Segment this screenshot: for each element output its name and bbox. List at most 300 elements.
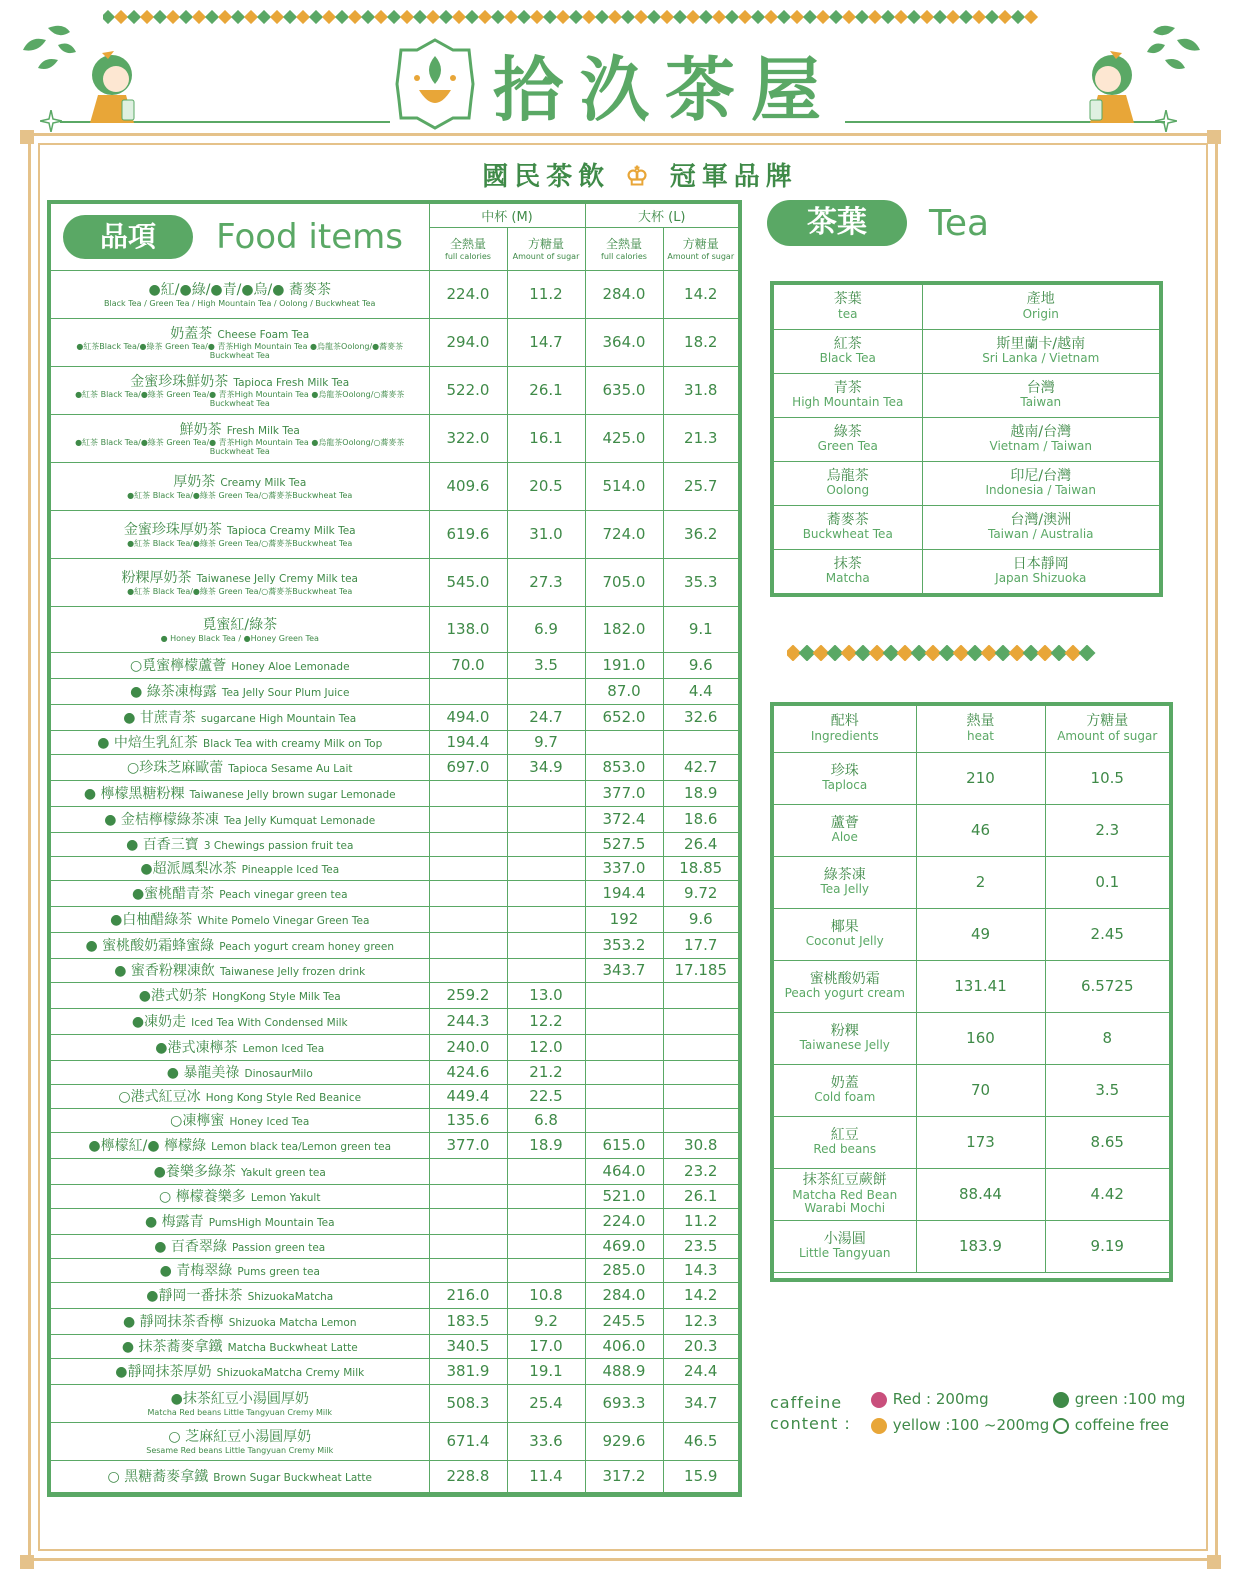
table-row (51, 1258, 738, 1282)
ingredient-zh: 抹茶紅豆蕨餅 (802, 1172, 887, 1189)
item-zh: ●蜜桃醋青茶 (131, 885, 215, 902)
value-m-sugar (507, 1234, 585, 1258)
value-m-sugar: 21.2 (507, 1060, 585, 1084)
item-en: 3 Chewings passion fruit tea (203, 839, 354, 852)
sugar-header-m (507, 227, 585, 270)
value-l-cal: 615.0 (585, 1132, 663, 1158)
tea-origin-table (770, 281, 1163, 597)
value-m-cal: 377.0 (429, 1132, 507, 1158)
value-l-sugar: 24.4 (663, 1358, 738, 1384)
table-row (51, 704, 738, 730)
sugar-col-header-en: Amount of sugar (1057, 728, 1158, 743)
value-m-sugar: 16.1 (507, 414, 585, 462)
item-name (51, 932, 429, 958)
ingredient-sugar: 2.45 (1045, 908, 1169, 960)
value-m-cal (429, 1258, 507, 1282)
tea-col-en: tea (838, 306, 858, 321)
item-en: Taiwanese Jelly Cremy Milk tea (196, 573, 358, 586)
ingredients-grid (774, 706, 1169, 1273)
item-zh: ●白柚醋綠茶 (110, 911, 193, 928)
value-m-sugar: 11.4 (507, 1460, 585, 1492)
table-row (51, 1034, 738, 1060)
value-l-cal: 364.0 (585, 318, 663, 366)
leaf-icon-right (1145, 20, 1205, 75)
value-m-cal (429, 1158, 507, 1184)
value-l-cal: 87.0 (585, 678, 663, 704)
leaf-icon-left (18, 20, 78, 75)
heat-col-header-en: heat (966, 728, 995, 743)
value-m-cal: 619.6 (429, 510, 507, 558)
ing-header-row (774, 706, 1169, 752)
ingredient-sugar: 8.65 (1045, 1116, 1169, 1168)
value-m-sugar: 17.0 (507, 1334, 585, 1358)
item-name (51, 1208, 429, 1234)
item-zh: ●港式凍檸茶 (155, 1039, 238, 1056)
value-l-cal: 527.5 (585, 832, 663, 856)
value-l-sugar: 17.7 (663, 932, 738, 958)
mascot-girl-right-icon (1082, 45, 1142, 123)
table-row (51, 1308, 738, 1334)
value-l-sugar: 34.7 (663, 1384, 738, 1422)
tea-name-en: High Mountain Tea (792, 395, 904, 410)
cal-header-m (429, 227, 507, 270)
ingredient-en: Cold foam (814, 1090, 876, 1105)
sugar-col-header-zh: 方糖量 (1086, 713, 1129, 730)
value-l-cal: 337.0 (585, 856, 663, 880)
value-l-cal: 514.0 (585, 462, 663, 510)
value-l-cal (585, 1060, 663, 1084)
item-en: Matcha Buckwheat Latte (227, 1341, 358, 1354)
sugar-header-zh: 方糖量 (527, 237, 564, 252)
value-l-sugar: 23.2 (663, 1158, 738, 1184)
value-m-cal: 138.0 (429, 606, 507, 652)
value-m-sugar: 6.9 (507, 606, 585, 652)
item-name (51, 780, 429, 806)
value-m-sugar (507, 1158, 585, 1184)
item-en: White Pomelo Vinegar Green Tea (197, 914, 370, 927)
item-name (51, 880, 429, 906)
item-zh: ○珍珠芝麻歐蕾 (126, 759, 224, 776)
value-m-sugar (507, 856, 585, 880)
value-l-cal: 929.6 (585, 1422, 663, 1460)
brand-logo-icon (395, 38, 475, 130)
item-zh: ●靜岡抹茶厚奶 (115, 1363, 212, 1380)
tea-col-zh: 茶葉 (833, 291, 862, 308)
ingredient-zh: 綠茶凍 (823, 866, 866, 883)
ingredient-name (774, 1116, 916, 1168)
item-name (51, 510, 429, 558)
item-en: Taiwanese Jelly brown sugar Lemonade (189, 788, 396, 801)
table-row (51, 1358, 738, 1384)
value-l-cal (585, 730, 663, 754)
ingredient-sugar: 4.42 (1045, 1168, 1169, 1220)
value-m-cal (429, 856, 507, 880)
cal-header-en: full calories (445, 252, 491, 262)
cal-header-en: full calories (601, 252, 647, 262)
ingredient-en: Taploca (822, 778, 868, 793)
value-m-sugar: 27.3 (507, 558, 585, 606)
tea-name-en: Black Tea (819, 351, 876, 366)
item-en: Tapioca Sesame Au Lait (228, 762, 353, 775)
free-dot-icon (1053, 1418, 1069, 1434)
table-row (51, 1184, 738, 1208)
value-m-cal: 671.4 (429, 1422, 507, 1460)
value-l-sugar: 14.3 (663, 1258, 738, 1282)
item-sub: ●紅茶 Black Tea/●綠茶 Green Tea/● 青茶High Mountain Tea ●烏龍茶Oolong/○蕎麥茶Buckwheat Tea (75, 390, 405, 409)
item-zh: 奶蓋茶 (170, 325, 213, 342)
table-row (774, 1012, 1169, 1064)
tea-origin (922, 417, 1159, 461)
item-zh: ●抹茶紅豆小湯圓厚奶 (170, 1391, 309, 1408)
item-en: Lemon Yakult (250, 1191, 321, 1204)
size-l-header: 大杯 (L) (585, 204, 738, 227)
item-en: Yakult green tea (240, 1166, 326, 1179)
item-name (51, 806, 429, 832)
value-m-cal: 224.0 (429, 270, 507, 318)
item-name (51, 318, 429, 366)
sugar-col-header (1045, 706, 1169, 752)
value-m-sugar: 3.5 (507, 652, 585, 678)
value-l-sugar (663, 1108, 738, 1132)
value-m-cal: 216.0 (429, 1282, 507, 1308)
item-en: Tea Jelly Sour Plum Juice (221, 686, 350, 699)
value-l-cal (585, 982, 663, 1008)
value-m-cal: 322.0 (429, 414, 507, 462)
tea-origin (922, 505, 1159, 549)
origin-col-zh: 產地 (1026, 291, 1055, 308)
table-row (51, 652, 738, 678)
item-zh: ● 青梅翠綠 (159, 1262, 233, 1279)
ingredient-en: Coconut Jelly (805, 934, 884, 949)
table-row (51, 1060, 738, 1084)
item-zh: 鮮奶茶 (179, 421, 222, 438)
top-diamond-strip (103, 10, 1133, 24)
tea-name (774, 373, 922, 417)
item-zh: 金蜜珍珠厚奶茶 (123, 522, 222, 539)
table-row (774, 373, 1159, 417)
value-m-sugar: 22.5 (507, 1084, 585, 1108)
value-m-cal: 340.5 (429, 1334, 507, 1358)
ingredients-table (770, 702, 1173, 1282)
value-m-sugar (507, 780, 585, 806)
value-m-sugar: 25.4 (507, 1384, 585, 1422)
corner-square (20, 1555, 34, 1569)
value-l-cal: 224.0 (585, 1208, 663, 1234)
caffeine-label-1: caffeine (770, 1393, 843, 1412)
slogan-left: 國民茶飲 (482, 162, 611, 192)
ingredient-sugar: 3.5 (1045, 1064, 1169, 1116)
value-m-sugar (507, 932, 585, 958)
value-l-sugar: 15.9 (663, 1460, 738, 1492)
tea-name-zh: 蕎麥茶 (826, 511, 869, 528)
item-zh: ● 甘蔗青茶 (123, 709, 196, 726)
item-en: ShizuokaMatcha (247, 1290, 334, 1303)
item-name (51, 1158, 429, 1184)
item-en: PumsHigh Mountain Tea (208, 1216, 335, 1229)
brand-header (395, 38, 855, 130)
value-l-sugar: 9.1 (663, 606, 738, 652)
table-row (51, 730, 738, 754)
value-l-sugar: 31.8 (663, 366, 738, 414)
value-m-sugar: 33.6 (507, 1422, 585, 1460)
legend-yellow (870, 1416, 1049, 1434)
tea-origin-zh: 越南/台灣 (1010, 423, 1072, 440)
ingredient-heat: 173 (916, 1116, 1045, 1168)
item-zh: 覓蜜紅/綠茶 (202, 617, 278, 634)
item-en: HongKong Style Milk Tea (212, 990, 341, 1003)
cal-header-l (585, 227, 663, 270)
item-en: Lemon black tea/Lemon green tea (211, 1140, 392, 1153)
table-row (51, 856, 738, 880)
item-name (51, 606, 429, 652)
item-name (51, 1108, 429, 1132)
table-row (774, 505, 1159, 549)
item-sub: ●紅茶Black Tea/●綠茶 Green Tea/● 青茶High Mountain Tea ●烏龍茶Oolong/●蕎麥茶Buckwheat Tea (76, 342, 404, 361)
sugar-header-zh: 方糖量 (682, 237, 719, 252)
tea-origin-en: Indonesia / Taiwan (985, 483, 1096, 498)
ing-col-header-zh: 配料 (830, 713, 859, 730)
item-name (51, 1282, 429, 1308)
tea-title: Tea (929, 202, 990, 244)
table-row (51, 558, 738, 606)
value-l-cal: 372.4 (585, 806, 663, 832)
value-m-cal: 183.5 (429, 1308, 507, 1334)
table-row (51, 1234, 738, 1258)
item-en: Iced Tea With Condensed Milk (191, 1016, 348, 1029)
table-row (774, 549, 1159, 593)
value-l-sugar: 18.2 (663, 318, 738, 366)
item-name (51, 1308, 429, 1334)
ingredient-heat: 88.44 (916, 1168, 1045, 1220)
value-m-cal (429, 678, 507, 704)
table-row (774, 960, 1169, 1012)
value-l-cal: 724.0 (585, 510, 663, 558)
item-en: Hong Kong Style Red Beanice (205, 1091, 362, 1104)
item-sub: ●紅茶 Black Tea/●綠茶 Green Tea/○蕎麥茶Buckwheat Tea (127, 538, 353, 548)
item-zh: 金蜜珍珠鮮奶茶 (130, 373, 229, 390)
table-row (51, 880, 738, 906)
ingredient-heat: 131.41 (916, 960, 1045, 1012)
value-m-sugar: 20.5 (507, 462, 585, 510)
item-en: Cheese Foam Tea (217, 328, 310, 341)
ingredient-name (774, 960, 916, 1012)
ingredient-en: Matcha Red Bean Warabi Mochi (792, 1187, 898, 1215)
value-l-sugar: 36.2 (663, 510, 738, 558)
value-l-sugar: 9.72 (663, 880, 738, 906)
item-en: Peach vinegar green tea (219, 888, 348, 901)
value-l-cal: 284.0 (585, 270, 663, 318)
value-m-sugar: 19.1 (507, 1358, 585, 1384)
value-l-cal: 245.5 (585, 1308, 663, 1334)
item-name (51, 558, 429, 606)
ingredient-heat: 2 (916, 856, 1045, 908)
value-l-sugar: 18.85 (663, 856, 738, 880)
tea-origin (922, 329, 1159, 373)
tea-origin (922, 461, 1159, 505)
ingredient-heat: 210 (916, 752, 1045, 804)
value-l-cal: 182.0 (585, 606, 663, 652)
item-en: Honey Iced Tea (229, 1115, 310, 1128)
item-name (51, 1258, 429, 1282)
item-zh: ○ 黑糖蕎麥拿鐵 (107, 1468, 209, 1485)
ingredient-zh: 蜜桃酸奶霜 (809, 970, 880, 987)
item-zh: ● 靜岡抹茶香檸 (122, 1313, 224, 1330)
value-l-sugar: 14.2 (663, 1282, 738, 1308)
tea-origin-grid (774, 285, 1159, 594)
tea-heading (767, 200, 989, 246)
tea-name-zh: 抹茶 (833, 555, 862, 572)
item-en: Pums green tea (237, 1265, 320, 1278)
item-en: Fresh Milk Tea (226, 424, 300, 437)
value-m-cal: 494.0 (429, 704, 507, 730)
item-name (51, 704, 429, 730)
heat-col-header-zh: 熱量 (966, 713, 995, 730)
value-m-cal (429, 906, 507, 932)
value-l-cal: 652.0 (585, 704, 663, 730)
ingredient-name (774, 1168, 916, 1220)
tea-name (774, 549, 922, 593)
brand-title: 拾汣茶屋 (493, 47, 837, 131)
item-en: Pineapple Iced Tea (241, 863, 340, 876)
item-en: ShizuokaMatcha Cremy Milk (216, 1366, 365, 1379)
item-zh: ●紅/●綠/●青/●烏/● 蕎麥茶 (148, 282, 331, 299)
value-l-cal: 284.0 (585, 1282, 663, 1308)
ingredient-sugar: 0.1 (1045, 856, 1169, 908)
tea-name-zh: 烏龍茶 (826, 467, 869, 484)
ingredient-name (774, 908, 916, 960)
item-sub: ●紅茶 Black Tea/●綠茶 Green Tea/○蕎麥茶Buckwheat Tea (127, 490, 353, 500)
ingredient-en: Taiwanese Jelly (799, 1038, 890, 1053)
value-l-cal: 317.2 (585, 1460, 663, 1492)
item-name (51, 730, 429, 754)
value-l-sugar: 25.7 (663, 462, 738, 510)
ingredient-zh: 珍珠 (830, 762, 859, 779)
item-zh: ○ 芝麻紅豆小湯圓厚奶 (168, 1429, 312, 1446)
value-m-sugar (507, 1258, 585, 1282)
item-en: sugarcane High Mountain Tea (201, 712, 357, 725)
item-sub: Black Tea / Green Tea / High Mountain Tea / Oolong / Buckwheat Tea (104, 298, 376, 308)
item-name (51, 270, 429, 318)
value-m-sugar: 9.7 (507, 730, 585, 754)
tea-origin-zh: 斯里蘭卡/越南 (996, 335, 1086, 352)
value-m-cal (429, 958, 507, 982)
value-m-cal: 508.3 (429, 1384, 507, 1422)
item-zh: ●檸檬紅/● 檸檬綠 (88, 1137, 207, 1154)
value-m-cal: 259.2 (429, 982, 507, 1008)
item-en: Shizuoka Matcha Lemon (228, 1316, 357, 1329)
tea-origin-en: Japan Shizuoka (995, 571, 1087, 586)
value-m-cal (429, 880, 507, 906)
slogan (480, 156, 800, 193)
value-l-cal: 425.0 (585, 414, 663, 462)
item-zh: ○ 檸檬養樂多 (159, 1188, 246, 1205)
table-row (774, 1064, 1169, 1116)
ingredient-heat: 160 (916, 1012, 1045, 1064)
item-zh: ● 暴龍美祿 (166, 1064, 240, 1081)
tea-origin-zh: 日本靜岡 (1012, 555, 1069, 572)
table-row (51, 1084, 738, 1108)
value-l-cal: 191.0 (585, 652, 663, 678)
item-en: DinosaurMilo (244, 1067, 313, 1080)
legend-green-text: green :100 mg (1074, 1390, 1186, 1408)
legend-free (1052, 1416, 1169, 1434)
item-zh: ○覓蜜檸檬蘆薈 (129, 657, 227, 674)
value-l-sugar (663, 982, 738, 1008)
value-m-cal: 70.0 (429, 652, 507, 678)
ingredient-en: Peach yogurt cream (784, 986, 905, 1001)
value-l-sugar: 14.2 (663, 270, 738, 318)
value-l-cal: 194.4 (585, 880, 663, 906)
tea-origin-en: Sri Lanka / Vietnam (982, 351, 1100, 366)
ingredient-zh: 奶蓋 (830, 1074, 859, 1091)
legend-red (870, 1390, 989, 1408)
item-name (51, 1358, 429, 1384)
item-sub: Matcha Red beans Little Tangyuan Cremy Milk (147, 1407, 333, 1417)
item-name (51, 678, 429, 704)
ingredient-en: Tea Jelly (820, 882, 870, 897)
corner-square (1207, 130, 1221, 144)
tea-origin-zh: 台灣/澳洲 (1010, 511, 1072, 528)
value-m-cal: 424.6 (429, 1060, 507, 1084)
table-row (51, 414, 738, 462)
item-name (51, 462, 429, 510)
value-l-cal: 705.0 (585, 558, 663, 606)
yellow-dot-icon (871, 1418, 887, 1434)
table-row (774, 856, 1169, 908)
table-row (51, 1422, 738, 1460)
value-m-sugar (507, 1208, 585, 1234)
green-dot-icon (1053, 1392, 1069, 1408)
table-row (51, 270, 738, 318)
item-sub: ● Honey Black Tea / ●Honey Green Tea (160, 633, 319, 643)
ing-col-header-en: Ingredients (810, 728, 879, 743)
caffeine-label: caffeine content : (770, 1393, 851, 1433)
item-name (51, 1334, 429, 1358)
tea-origin (922, 549, 1159, 593)
value-m-sugar: 18.9 (507, 1132, 585, 1158)
value-m-cal (429, 806, 507, 832)
value-l-sugar: 20.3 (663, 1334, 738, 1358)
legend-green (1052, 1390, 1185, 1408)
value-l-cal: 853.0 (585, 754, 663, 780)
table-row (51, 510, 738, 558)
table-row (774, 461, 1159, 505)
value-l-sugar: 26.4 (663, 832, 738, 856)
item-en: Passion green tea (232, 1241, 326, 1254)
tea-name-zh: 紅茶 (833, 335, 862, 352)
item-name (51, 1132, 429, 1158)
ing-col-header (774, 706, 916, 752)
value-m-sugar: 31.0 (507, 510, 585, 558)
item-name (51, 982, 429, 1008)
item-name (51, 1422, 429, 1460)
value-m-cal: 697.0 (429, 754, 507, 780)
value-m-sugar: 6.8 (507, 1108, 585, 1132)
value-l-cal: 406.0 (585, 1334, 663, 1358)
item-name (51, 1008, 429, 1034)
ingredient-heat: 183.9 (916, 1220, 1045, 1272)
table-row (51, 1334, 738, 1358)
tea-name-zh: 綠茶 (833, 423, 862, 440)
ingredient-heat: 46 (916, 804, 1045, 856)
cal-header-zh: 全熱量 (605, 237, 642, 252)
value-l-cal: 377.0 (585, 780, 663, 806)
ingredient-name (774, 856, 916, 908)
item-zh: ○港式紅豆冰 (118, 1088, 201, 1105)
value-m-sugar: 10.8 (507, 1282, 585, 1308)
ingredient-name (774, 1220, 916, 1272)
item-name (51, 1184, 429, 1208)
